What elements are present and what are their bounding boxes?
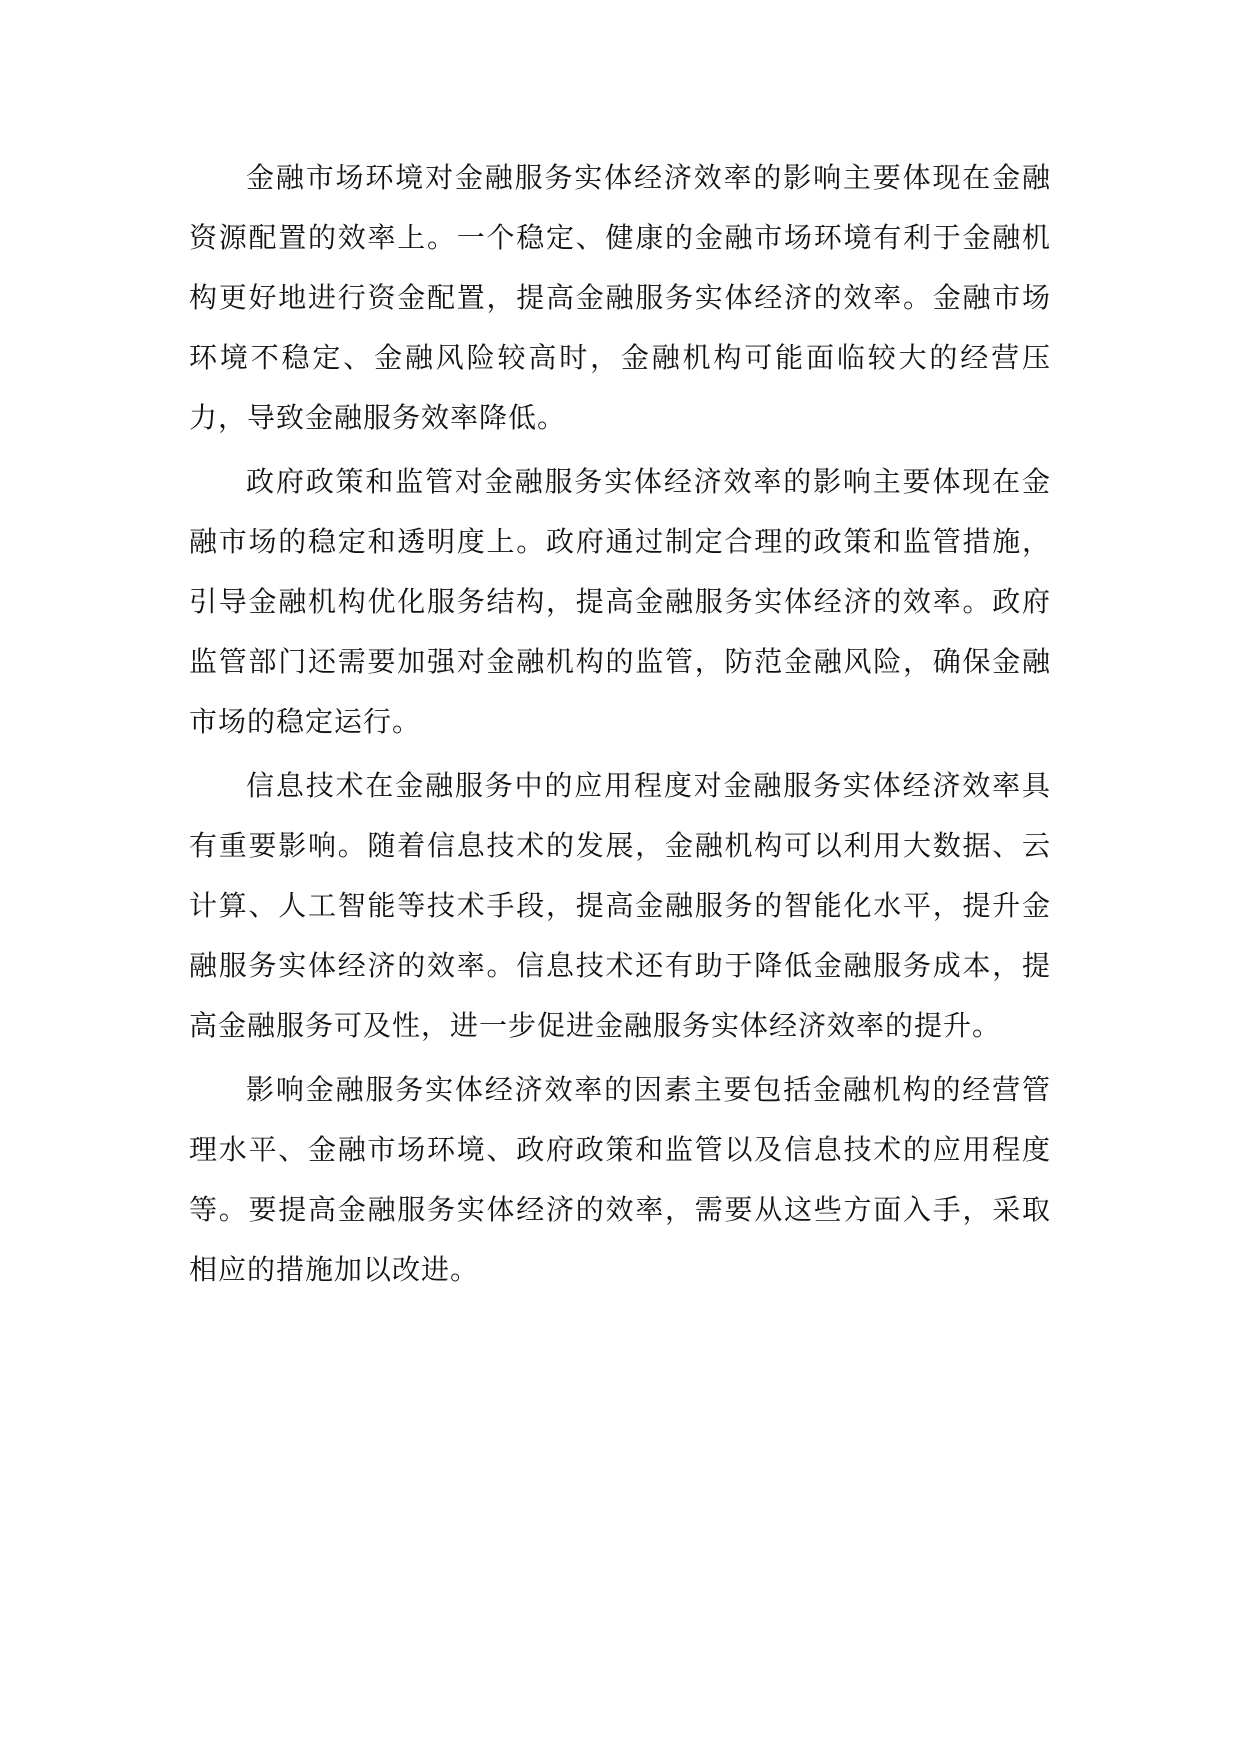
paragraph-financial-market-environment: 金融市场环境对金融服务实体经济效率的影响主要体现在金融资源配置的效率上。一个稳定、健康的金融市场环境有利于金融机构更好地进行资金配置，提高金融服务实体经济的效率。金融市场环境不稳定、金融风险较高时，金融机构可能面临较大的经营压力，导致金融服务效率降低。 xyxy=(189,161,1051,434)
paragraph-government-policy-regulation: 政府政策和监管对金融服务实体经济效率的影响主要体现在金融市场的稳定和透明度上。政府通过制定合理的政策和监管措施，引导金融机构优化服务结构，提高金融服务实体经济的效率。政府监管部门还需要加强对金融机构的监管，防范金融风险，确保金融市场的稳定运行。 xyxy=(189,465,1051,738)
paragraph-summary-of-factors: 影响金融服务实体经济效率的因素主要包括金融机构的经营管理水平、金融市场环境、政府政策和监管以及信息技术的应用程度等。要提高金融服务实体经济的效率，需要从这些方面入手，采取相应的措施加以改进。 xyxy=(189,1073,1051,1286)
document-body xyxy=(189,148,1051,1304)
paragraph-information-technology: 信息技术在金融服务中的应用程度对金融服务实体经济效率具有重要影响。随着信息技术的发展，金融机构可以利用大数据、云计算、人工智能等技术手段，提高金融服务的智能化水平，提升金融服务实体经济的效率。信息技术还有助于降低金融服务成本，提高金融服务可及性，进一步促进金融服务实体经济效率的提升。 xyxy=(189,769,1051,1042)
